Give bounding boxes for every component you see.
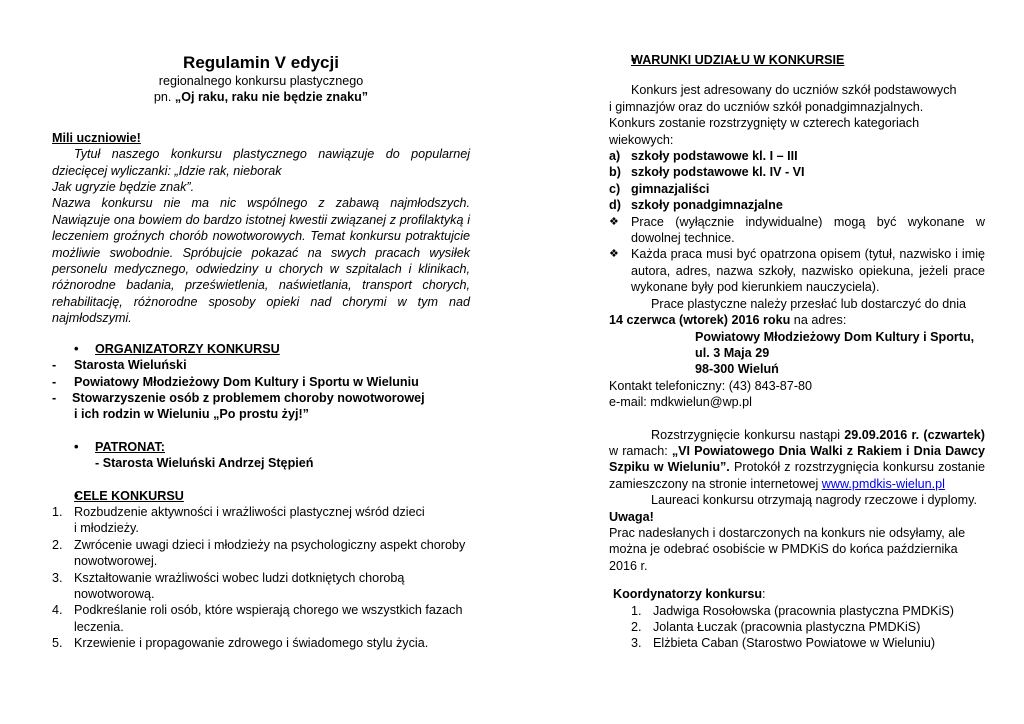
result-suffix: Protokół z rozstrzygnięcia konkursu zostanie zamieszczony na stronie internetowej — [609, 460, 985, 491]
organizer-1: - Starosta Wieluński — [52, 357, 470, 373]
category-text: gimnazjaliści — [631, 181, 710, 196]
organizer-3: - Stowarzyszenie osób z problemem choroby nowotworowej — [52, 390, 470, 406]
address-line-3: 98-300 Wieluń — [695, 362, 779, 377]
result-mid: w ramach: — [609, 443, 672, 458]
result-paragraph — [609, 427, 985, 493]
coordinators-heading — [609, 586, 985, 602]
goals-heading: • CELE KONKURSU — [52, 488, 470, 504]
category-item — [609, 181, 985, 197]
goal-text: Kształtowanie wrażliwości wobec ludzi dotkniętych chorobą nowotworową. — [74, 570, 405, 601]
result-date: 29.09.2016 r. (czwartek) — [844, 427, 985, 442]
left-column — [52, 0, 470, 652]
organizers-heading: • ORGANIZATORZY KONKURSU — [52, 341, 470, 357]
website-link[interactable]: www.pmdkis-wielun.pl — [821, 476, 945, 491]
document-title: Regulamin V edycji — [183, 53, 339, 72]
rule-2-text: Każda praca musi być opatrzona opisem (tytuł, nazwisko i imię autora, adres, nazwa szkoły, nazwisko opiekuna, jeżeli prace wykonane były pod kierunkiem nauczyciela). — [631, 247, 985, 295]
goal-text-cont: leczenia. — [74, 619, 124, 634]
organizer-2: - Powiatowy Młodzieżowy Dom Kultury i Sportu w Wieluniu — [52, 374, 470, 390]
intro-line-2: Jak ugryzie będzie znak”. — [52, 180, 195, 195]
intro-line-1: Tytuł naszego konkursu plastycznego nawiązuje do popularnej dziecięcej wyliczanki: „Idzie rak, nieborak — [52, 147, 470, 178]
goal-number: 3. — [52, 570, 63, 585]
goal-item — [52, 635, 470, 651]
result-prefix: Rozstrzygnięcie konkursu nastąpi — [651, 427, 845, 442]
send-text: Prace plastyczne należy przesłać lub dostarczyć do dnia — [651, 296, 967, 311]
coordinator-number: 3. — [631, 636, 642, 651]
goal-text: Rozbudzenie aktywności i wrażliwości plastycznej wśród dzieci — [74, 504, 425, 519]
intro-paragraph: Nazwa konkursu nie ma nic wspólnego z zabawą najmłodszych. Nawiązuje ona bowiem do bardzo istotnej kwestii związanej z profilaktyką i leczeniem groźnych chorób nowotworowych. Temat konkursu potraktujcie możliwie swobodnie. Spróbujcie pokazać na swych pracach wysiłek personelu medycznego, odwiedziny u chorych w szpitalach i klinikach, różnorodne badania, prześwietlenia, naświetlania, transport chorych, rehabilitację, różnorodne sposoby opieki nad chorymi w tym nad najmłodszymi. — [52, 196, 470, 326]
coordinator-text: Elżbieta Caban (Starostwo Powiatowe w Wieluniu) — [653, 636, 936, 651]
send-suffix: na adres: — [790, 313, 847, 328]
category-label: a) — [609, 149, 621, 164]
coordinator-item — [609, 635, 985, 651]
send-date-line — [609, 312, 985, 328]
category-label: d) — [609, 198, 621, 213]
rule-2 — [609, 246, 985, 295]
subtitle-line-2 — [52, 89, 470, 105]
email: e-mail: mdkwielun@wp.pl — [609, 395, 752, 410]
goal-text-cont: i młodzieży. — [74, 521, 139, 536]
goal-item — [52, 504, 470, 537]
coordinator-text: Jadwiga Rosołowska (pracownia plastyczna PMDKiS) — [653, 603, 954, 618]
coordinator-number: 1. — [631, 603, 642, 618]
patron-heading: • PATRONAT: — [52, 439, 470, 455]
goal-item — [52, 537, 470, 570]
prizes: Laureaci konkursu otrzymają nagrody rzeczowe i dyplomy. — [651, 493, 977, 508]
coordinator-item — [609, 603, 985, 619]
goal-number: 5. — [52, 636, 63, 651]
organizer-3-cont: i ich rodzin w Wieluniu „Po prostu żyj!” — [74, 407, 309, 422]
coordinators-colon: : — [762, 587, 766, 602]
subtitle-prefix: pn. — [153, 90, 175, 105]
goal-text: Podkreślanie roli osób, które wspierają chorego we wszystkich fazach — [74, 603, 463, 618]
greeting: Mili uczniowie! — [52, 130, 141, 145]
warning-line-1: Prac nadesłanych i dostarczonych na konkurs nie odsyłamy, ale — [609, 525, 966, 540]
contest-name: „Oj raku, raku nie będzie znaku” — [174, 90, 369, 105]
diamond-bullet-icon: ❖ — [609, 248, 619, 261]
warning-line-2: można je odebrać osobiście w PMDKiS do końca października 2016 r. — [609, 542, 958, 573]
goal-text: Zwrócenie uwagi dzieci i młodzieży na psychologiczny aspekt choroby — [74, 537, 466, 552]
category-text: szkoły ponadgimnazjalne — [631, 198, 783, 213]
send-date: 14 czerwca (wtorek) 2016 roku — [609, 313, 791, 328]
category-text: szkoły podstawowe kl. I – III — [631, 149, 798, 164]
conditions-line-2: i gimnazjów oraz do uczniów szkół ponadgimnazjalnych. — [609, 99, 924, 114]
goal-item — [52, 602, 470, 635]
category-label: c) — [609, 181, 621, 196]
conditions-line-3: Konkurs zostanie rozstrzygnięty w czterech kategoriach wiekowych: — [609, 116, 920, 147]
coordinator-number: 2. — [631, 620, 642, 634]
address-line-1: Powiatowy Młodzieżowy Dom Kultury i Sportu, — [695, 329, 975, 344]
phone: Kontakt telefoniczny: (43) 843-87-80 — [609, 378, 813, 393]
category-item — [609, 164, 985, 180]
rule-1 — [609, 214, 985, 247]
result-event: „VI Powiatowego Dnia Walki z Rakiem i Dnia Dawcy Szpiku w Wieluniu”. — [609, 443, 985, 475]
right-column — [609, 0, 985, 652]
goal-text-cont: nowotworowej. — [74, 554, 158, 569]
subtitle-line-1: regionalnego konkursu plastycznego — [158, 74, 364, 88]
category-label: b) — [609, 165, 621, 180]
category-item — [609, 148, 985, 164]
goal-number: 1. — [52, 504, 63, 519]
category-item — [609, 197, 985, 213]
coordinator-item — [609, 619, 985, 635]
patron: - Starosta Wieluński Andrzej Stępień — [95, 456, 314, 471]
address-line-2: ul. 3 Maja 29 — [695, 345, 770, 360]
goals-list — [52, 504, 470, 652]
coordinator-text: Jolanta Łuczak (pracownia plastyczna PMDKiS) — [653, 620, 921, 634]
conditions-line-1: Konkurs jest adresowany do uczniów szkół podstawowych — [631, 83, 957, 98]
diamond-bullet-icon: ❖ — [609, 215, 619, 228]
warning-heading: Uwaga! — [609, 509, 654, 524]
category-text: szkoły podstawowe kl. IV - VI — [631, 165, 805, 180]
goal-number: 2. — [52, 537, 63, 552]
goal-text: Krzewienie i propagowanie zdrowego i świadomego stylu życia. — [74, 636, 429, 651]
rule-1-text: Prace (wyłącznie indywidualne) mogą być wykonane w dowolnej technice. — [631, 214, 985, 246]
goal-number: 4. — [52, 603, 63, 618]
goal-item — [52, 570, 470, 603]
coordinators-heading-text: Koordynatorzy konkursu — [613, 587, 763, 602]
conditions-heading: • WARUNKI UDZIAŁU W KONKURSIE — [609, 52, 985, 68]
